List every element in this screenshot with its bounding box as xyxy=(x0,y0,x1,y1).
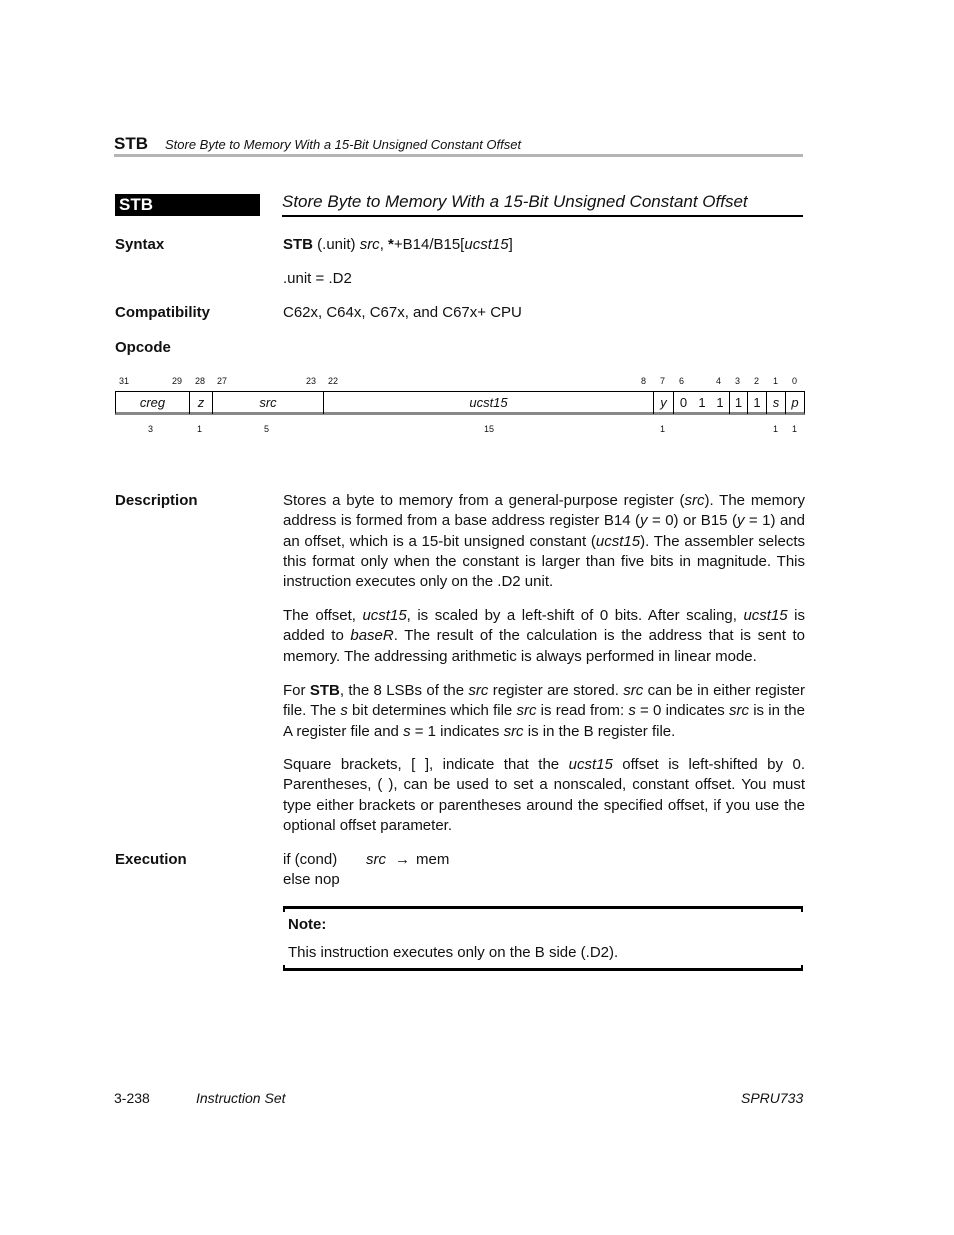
note-title: Note: xyxy=(288,916,327,933)
syntax-unit-line: .unit = .D2 xyxy=(283,270,352,287)
opcode-bit: 0 xyxy=(679,395,688,410)
running-header-title: Store Byte to Memory With a 15-Bit Unsigned Constant Offset xyxy=(165,137,522,152)
text-run: = 0 indicates xyxy=(635,702,729,720)
bit-number: 31 xyxy=(119,376,130,386)
opcode-field-s: s xyxy=(767,392,786,414)
text-run: ucst15 xyxy=(743,607,788,624)
text-run: , is scaled by a left-shift of 0 bits. After scaling, xyxy=(406,607,744,624)
text-run: s xyxy=(340,702,348,720)
syntax-label: Syntax xyxy=(115,236,165,253)
syntax-line xyxy=(283,236,513,253)
arrow-icon: → xyxy=(395,851,410,868)
bit-number: 6 xyxy=(679,376,685,386)
note-bottom-rule xyxy=(283,968,803,971)
running-header xyxy=(114,134,804,154)
opcode-bit: 1 xyxy=(698,395,706,410)
text-run: y xyxy=(736,512,745,530)
opcode-field-creg: creg xyxy=(116,392,190,414)
opcode-field-z: z xyxy=(190,392,213,414)
mnemonic-tab xyxy=(115,194,260,216)
compatibility-value: C62x, C64x, C67x, and C67x+ CPU xyxy=(283,304,522,321)
text-run: src xyxy=(684,492,705,509)
opcode-bit: 1 xyxy=(748,392,767,414)
bit-number: 28 xyxy=(195,376,206,386)
opcode-bit: 1 xyxy=(711,392,730,414)
bit-number: 3 xyxy=(735,376,741,386)
text-run: register are stored. xyxy=(488,682,624,699)
bit-number: 23 xyxy=(306,376,317,386)
bit-number: 22 xyxy=(328,376,339,386)
description-paragraph-2 xyxy=(283,606,805,667)
description-paragraph-1 xyxy=(283,491,805,592)
footer-doc-id: SPRU733 xyxy=(741,1090,804,1106)
text-run: Stores a byte to memory from a general-purpose register ( xyxy=(283,492,685,509)
syntax-unit: (.unit) xyxy=(313,236,360,253)
syntax-star: * xyxy=(388,236,394,253)
field-width: 1 xyxy=(773,424,779,434)
bit-number: 1 xyxy=(773,376,779,386)
text-run: src xyxy=(729,702,749,720)
field-width: 15 xyxy=(484,424,495,434)
syntax-base: +B14/B15[ xyxy=(393,236,465,253)
text-run: ucst15 xyxy=(595,532,641,550)
field-width: 5 xyxy=(264,424,270,434)
text-run: can be in either register file. The xyxy=(283,682,806,720)
text-run: src xyxy=(468,682,489,699)
opcode-bit: 1 xyxy=(730,392,748,414)
bit-number: 7 xyxy=(660,376,666,386)
bit-number: 27 xyxy=(217,376,228,386)
text-run: . The result of the calculation is the address that is sent to memory. The addressing arithmetic is always performed in linear mode. xyxy=(283,627,806,665)
text-run: src xyxy=(503,722,524,740)
execution-label: Execution xyxy=(115,851,187,868)
execution-src: src xyxy=(366,851,386,868)
text-run: ). The memory address is formed from a base address register B14 ( xyxy=(283,492,805,530)
note-text: This instruction executes only on the B side (.D2). xyxy=(288,944,619,961)
bit-number: 29 xyxy=(172,376,183,386)
opcode-field-src: src xyxy=(213,392,324,414)
opcode-label: Opcode xyxy=(115,339,171,356)
field-width: 1 xyxy=(197,424,203,434)
syntax-src: src xyxy=(359,236,380,253)
text-run: src xyxy=(516,702,537,720)
text-run: For xyxy=(283,682,310,699)
opcode-field-ucst15: ucst15 xyxy=(324,392,654,414)
description-label: Description xyxy=(115,492,198,509)
field-width: 1 xyxy=(792,424,798,434)
syntax-operand: ucst15 xyxy=(464,236,509,253)
field-width: 1 xyxy=(660,424,666,434)
section-title: Store Byte to Memory With a 15-Bit Unsigned Constant Offset xyxy=(282,192,748,211)
field-width: 3 xyxy=(148,424,154,434)
text-run: = 0) or B15 ( xyxy=(647,512,737,530)
text-run: bit determines which file xyxy=(347,702,517,720)
syntax-sep: , xyxy=(379,236,389,253)
execution-cond: if (cond) xyxy=(283,851,338,868)
text-run: baseR xyxy=(350,627,394,645)
text-run: is read from: xyxy=(536,702,629,720)
text-run: s xyxy=(628,702,636,720)
footer-section: Instruction Set xyxy=(196,1090,286,1106)
text-run: , the 8 LSBs of the xyxy=(339,682,469,699)
bit-number: 0 xyxy=(792,376,798,386)
mnemonic-tab-label: STB xyxy=(119,195,153,214)
title-rule xyxy=(282,215,803,217)
text-run: src xyxy=(623,682,644,699)
description-paragraph-4 xyxy=(283,755,805,836)
text-run: is in the A register file and xyxy=(283,702,805,740)
running-header-mnemonic: STB xyxy=(114,134,148,153)
syntax-mnemonic: STB xyxy=(283,236,313,253)
text-run: = 1 indicates xyxy=(410,722,504,740)
compatibility-label: Compatibility xyxy=(115,304,211,321)
text-run: s xyxy=(403,722,411,740)
execution-else: else nop xyxy=(283,871,340,888)
text-run: The offset, xyxy=(283,607,363,624)
text-run: ). The assembler selects this format only when the constant is larger than five bits in magnitude. This instruction executes only on the .D2 unit. xyxy=(283,532,805,591)
opcode-field-y: y xyxy=(654,392,674,414)
text-run: offset is left-shifted by 0. Parentheses, ( ), can be used to set a nonscaled, constant offset. You must type either brackets or parentheses around the specified offset, if you use the optional offset parameter. xyxy=(283,756,805,834)
note-top-rule xyxy=(283,906,803,909)
footer-page-number: 3-238 xyxy=(114,1090,150,1106)
text-run: Square brackets, [ ], indicate that the xyxy=(283,756,569,773)
description-paragraph-3 xyxy=(283,681,805,742)
bit-number: 2 xyxy=(754,376,760,386)
bit-number: 4 xyxy=(716,376,722,386)
text-run: is in the B register file. xyxy=(523,722,676,740)
text-run: = 1) and an offset, which is a 15-bit unsigned constant ( xyxy=(283,512,805,550)
execution-mem: mem xyxy=(416,851,450,868)
text-run: STB xyxy=(309,682,340,699)
text-run: ucst15 xyxy=(362,607,407,624)
header-rule xyxy=(114,154,803,157)
opcode-table xyxy=(115,391,805,415)
syntax-close: ] xyxy=(508,236,513,253)
text-run: ucst15 xyxy=(568,756,613,773)
text-run: is added to xyxy=(283,607,806,645)
bit-number: 8 xyxy=(641,376,647,386)
opcode-field-p: p xyxy=(791,395,799,410)
text-run: y xyxy=(640,512,648,530)
